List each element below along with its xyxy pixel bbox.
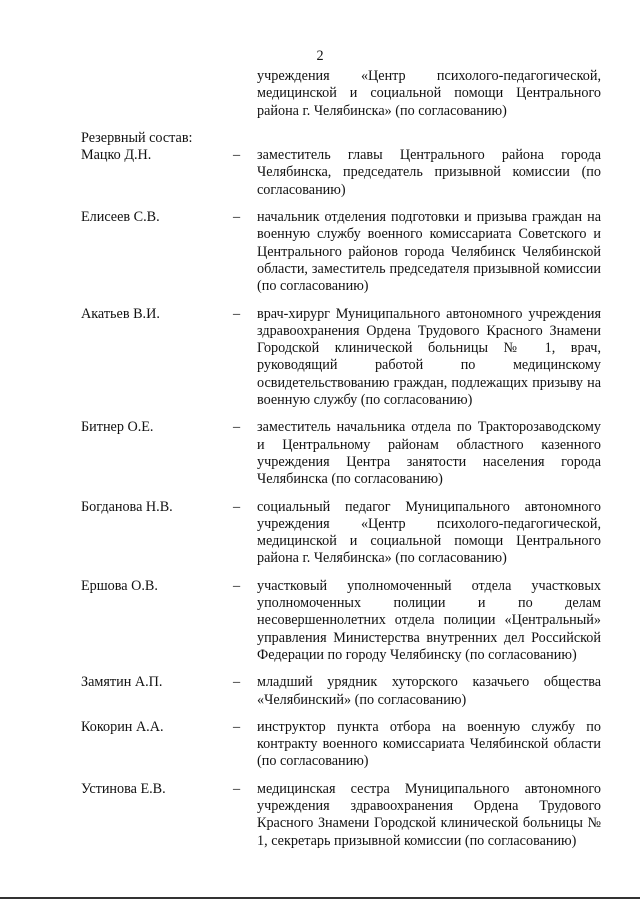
member-row-zamyatin bbox=[81, 674, 601, 709]
member-name: Устинова Е.В. bbox=[81, 780, 166, 797]
member-name: Замятин А.П. bbox=[81, 674, 163, 691]
member-role: социальный педагог Муниципального автономного учреждения «Центр психолого-педагогической, медицинской и социальной помощи Центрального района г. Челябинска» (по согласованию) bbox=[257, 498, 601, 567]
dash-separator: – bbox=[233, 577, 241, 594]
dash-separator: – bbox=[233, 305, 241, 322]
member-name: Кокорин А.А. bbox=[81, 718, 164, 735]
member-role: заместитель начальника отдела по Тракторозаводскому и Центральному районам областного казенного учреждения Центра занятости населения города Челябинска (по согласованию) bbox=[257, 419, 601, 488]
page-number: 2 bbox=[316, 48, 324, 64]
member-row-bitner bbox=[81, 419, 601, 488]
dash-separator: – bbox=[233, 780, 241, 797]
dash-separator: – bbox=[233, 498, 241, 515]
continued-role-text: учреждения «Центр психолого-педагогической, медицинской и социальной помощи Центрального района г. Челябинска» (по согласованию) bbox=[257, 68, 601, 119]
member-role: младший урядник хуторского казачьего общества «Челябинский» (по согласованию) bbox=[257, 674, 601, 708]
member-row-ustinova bbox=[81, 781, 601, 850]
member-row-eliseev bbox=[81, 209, 601, 295]
member-role: врач-хирург Муниципального автономного учреждения здравоохранения Ордена Трудового Красного Знамени Городской клинической больницы № 1, врач, руководящий работой по медицинскому освидетельствованию граждан, подлежащих призыву на военную службу (по согласованию) bbox=[257, 305, 601, 409]
member-name: Богданова Н.В. bbox=[81, 498, 173, 515]
member-row-matsko bbox=[81, 147, 601, 199]
dash-separator: – bbox=[233, 718, 241, 735]
reserve-composition-heading: Резервный состав: bbox=[81, 129, 193, 146]
member-row-ershova bbox=[81, 578, 601, 664]
member-name: Ершова О.В. bbox=[81, 577, 158, 594]
dash-separator: – bbox=[233, 209, 241, 226]
member-row-bogdanova bbox=[81, 499, 601, 568]
member-name: Битнер О.Е. bbox=[81, 419, 154, 436]
member-row-akatiev bbox=[81, 306, 601, 410]
page-bottom-rule bbox=[0, 897, 640, 899]
document-body bbox=[81, 68, 601, 860]
member-role: медицинская сестра Муниципального автономного учреждения здравоохранения Ордена Трудового Красного Знамени Городской клинической больницы № 1, секретарь призывной комиссии (по согласованию) bbox=[257, 780, 601, 849]
member-name: Акатьев В.И. bbox=[81, 305, 160, 322]
dash-separator: – bbox=[233, 147, 241, 164]
member-role: инструктор пункта отбора на военную службу по контракту военного комиссариата Челябинской области (по согласованию) bbox=[257, 718, 601, 770]
member-role: начальник отделения подготовки и призыва граждан на военную службу военного комиссариата Советского и Центрального районов города Челябинск Челябинской области, заместитель председателя призывной комиссии (по согласованию) bbox=[257, 209, 601, 295]
member-name: Мацко Д.Н. bbox=[81, 147, 152, 164]
member-role: заместитель главы Центрального района города Челябинска, председатель призывной комиссии (по согласованию) bbox=[257, 147, 601, 198]
dash-separator: – bbox=[233, 419, 241, 436]
member-row-kokorin bbox=[81, 719, 601, 771]
member-role: участковый уполномоченный отдела участковых уполномоченных полиции и по делам несовершеннолетних отдела полиции «Центральный» управления Министерства внутренних дел Российской Федерации по городу Челябинску (по согласованию) bbox=[257, 577, 601, 663]
member-name: Елисеев С.В. bbox=[81, 209, 160, 226]
dash-separator: – bbox=[233, 674, 241, 691]
